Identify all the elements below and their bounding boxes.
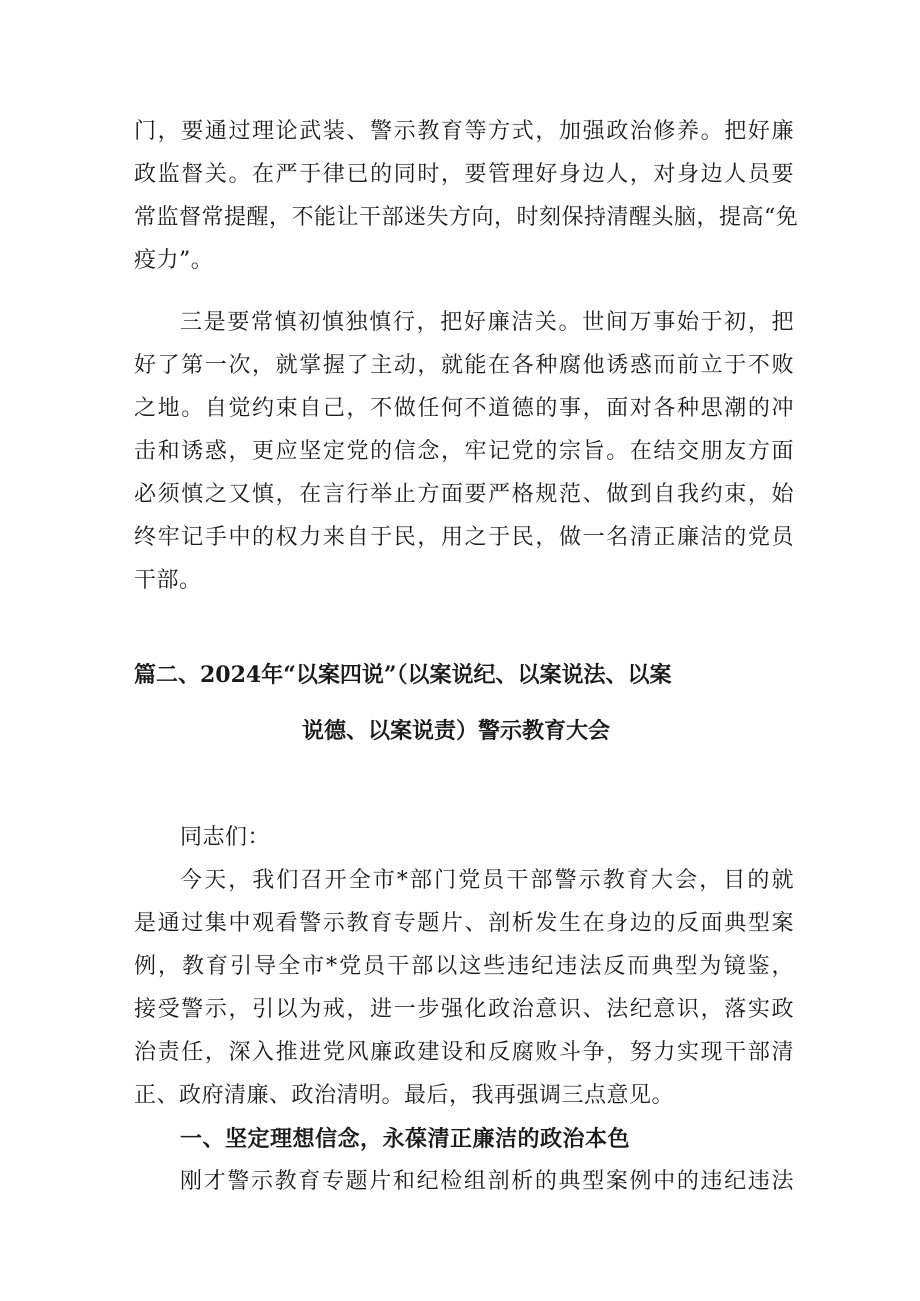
para1-line-4: 疫力”。 — [134, 248, 214, 273]
para2-line-5: 必须慎之又慎，在言行举止方面要严格规范、做到自我约束，始 — [134, 482, 794, 507]
para3-line-1: 今天，我们召开全市*部门党员干部警示教育大会，目的就 — [180, 868, 794, 893]
para1-line-1: 门，要通过理论武装、警示教育等方式，加强政治修养。把好廉 — [134, 119, 794, 144]
para2-line-4: 击和诱惑，更应坚定党的信念，牢记党的宗旨。在结交朋友方面 — [134, 439, 794, 464]
para3-line-2: 是通过集中观看警示教育专题片、剖析发生在身边的反面典型案 — [134, 911, 794, 936]
section-title-line-1: 篇二、2024年“以案四说”（以案说纪、以案说法、以案 — [134, 662, 672, 688]
section-title-line-2: 说德、以案说责）警示教育大会 — [302, 718, 611, 744]
salutation: 同志们： — [180, 825, 271, 850]
para4-line-1: 刚才警示教育专题片和纪检组剖析的典型案例中的违纪违法 — [180, 1169, 794, 1194]
section1-heading: 一、坚定理想信念，永葆清正廉洁的政治本色 — [180, 1126, 631, 1152]
para1-line-2: 政监督关。在严于律已的同时，要管理好身边人，对身边人员要 — [134, 162, 794, 187]
para3-line-5: 治责任，深入推进党风廉政建设和反腐败斗争，努力实现干部清 — [134, 1040, 794, 1065]
para2-line-3: 之地。自觉约束自己，不做任何不道德的事，面对各种思潮的冲 — [134, 396, 794, 421]
para2-line-1: 三是要常慎初慎独慎行，把好廉洁关。世间万事始于初，把 — [180, 310, 794, 335]
para3-line-3: 例，教育引导全市*党员干部以这些违纪违法反而典型为镜鉴， — [134, 954, 794, 979]
para2-line-2: 好了第一次，就掌握了主动，就能在各种腐他诱惑而前立于不败 — [134, 353, 794, 378]
para1-line-3: 常监督常提醒，不能让干部迷失方向，时刻保持清醒头脑，提高“免 — [134, 205, 799, 230]
para2-line-6: 终牢记手中的权力来自于民，用之于民，做一名清正廉洁的党员 — [134, 525, 794, 550]
para3-line-6: 正、政府清廉、政治清明。最后，我再强调三点意见。 — [134, 1083, 675, 1108]
para3-line-4: 接受警示，引以为戒，进一步强化政治意识、法纪意识，落实政 — [134, 997, 794, 1022]
para2-line-7: 干部。 — [134, 568, 202, 593]
